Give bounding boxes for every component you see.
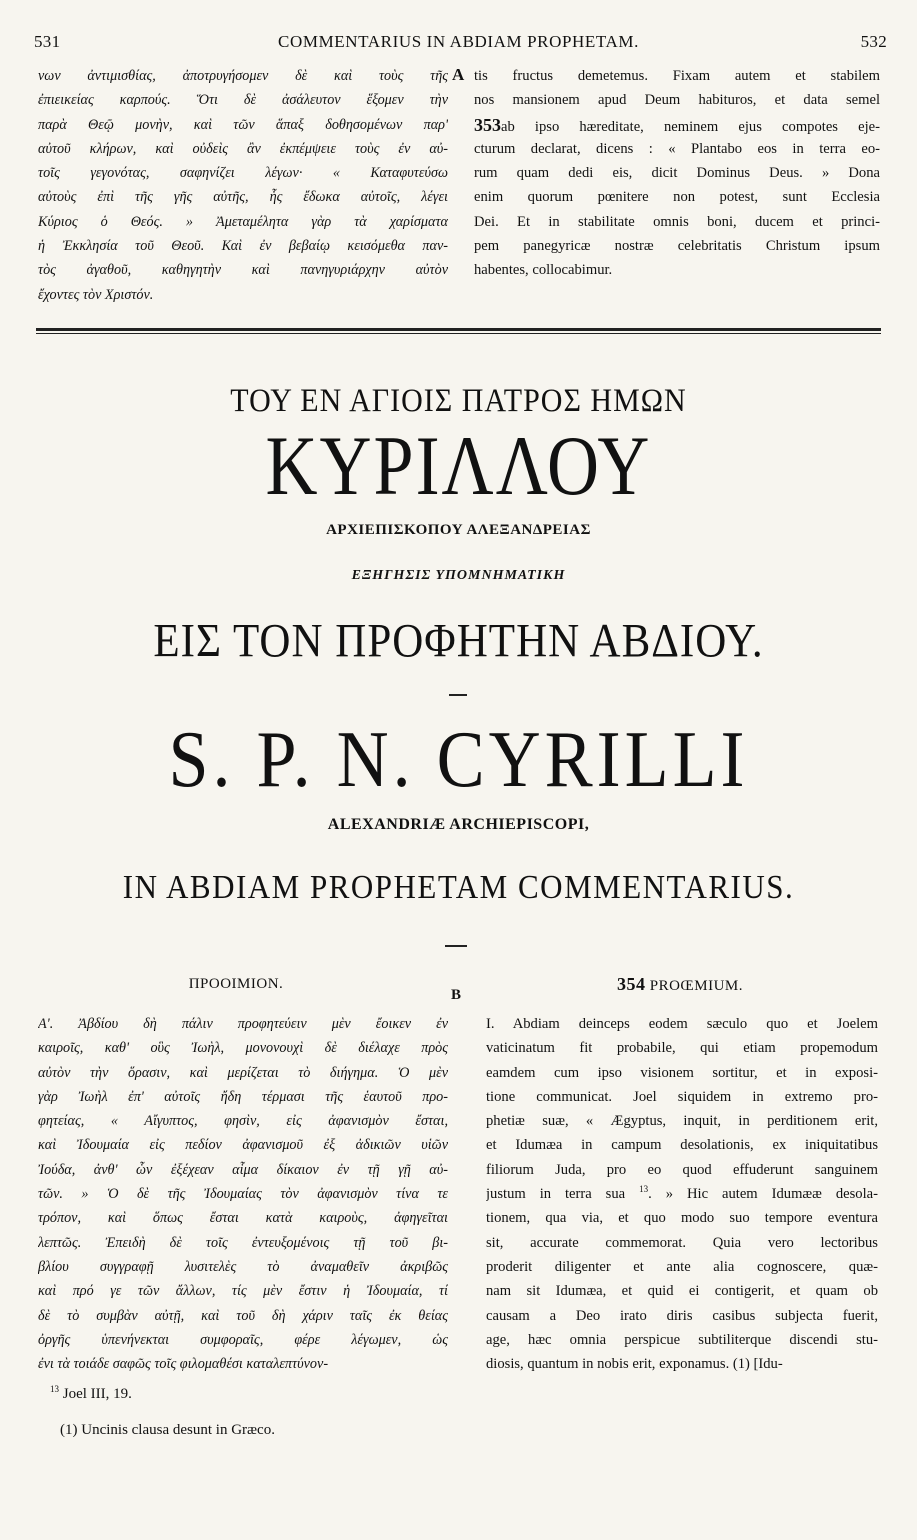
- footnote-13-text: Joel III, 19.: [62, 1386, 132, 1402]
- greek-body-line: φητείας, « Αἴγυπτος, φησὶν, εἰς ἀφανισμὸν ἔσται,: [38, 1113, 448, 1130]
- latin-body-text: . » Hic autem Idumææ desola-: [648, 1186, 878, 1203]
- top-greek-line: ἡ Ἐκκλησία τοῦ Θεοῦ. Καὶ ἐν βεβαίῳ κεισόμεθα παν-: [38, 238, 448, 255]
- latin-body-line: et Idumæa in campum desolationis, ex iniquitatibus: [486, 1137, 878, 1154]
- section-number-353: 353: [474, 114, 501, 135]
- top-greek-line: παρὰ Θεῷ μονὴν, καὶ τῶν ἅπαξ δοθησομένων παρ': [38, 116, 448, 133]
- latin-body-line: tione communicat. Joel siquidem in extremo pro-: [486, 1088, 878, 1105]
- top-greek-column: [38, 64, 448, 307]
- top-latin-line: Dei. Et in stabilitate omnis boni, ducem et princi-: [474, 213, 880, 230]
- greek-body-line: Ἰούδα, ἀνθ' ὧν ἐξέχεαν αἷμα δίκαιον ἐν τῇ γῇ αὐ-: [38, 1161, 448, 1178]
- greek-heading: ΠΡΟΟΙΜΙΟΝ.: [188, 976, 284, 992]
- latin-body-line: tionem, qua via, et quo modo suo tempore eventura: [486, 1210, 878, 1227]
- greek-body-line: καιροῖς, καθ' οὓς Ἰωὴλ, μονονουχὶ δὲ διέλαχε πρὸς: [38, 1040, 448, 1057]
- footnote-13: [50, 1386, 132, 1403]
- title-line-5: ΕΙΣ ΤΟΝ ΠΡΟΦΗΤΗΝ ΑΒΔΙΟΥ.: [153, 615, 764, 668]
- running-title: COMMENTARIUS IN ABDIAM PROPHETAM.: [278, 32, 639, 51]
- greek-body-line: λεπτῶς. Ἐπειδὴ δὲ τοῖς ἐντευξομένοις τῇ τοῦ βι-: [38, 1234, 448, 1251]
- greek-body-line: γὰρ Ἰωὴλ ἐπ' αὐτοῖς ἤδη τέρμασι τῆς ἑαυτοῦ προ-: [38, 1088, 448, 1105]
- footnote-1: (1) Uncinis clausa desunt in Græco.: [60, 1422, 275, 1438]
- top-latin-line: tis fructus demetemus. Fixam autem et stabilem: [474, 68, 880, 84]
- page-number-left: 531: [34, 32, 61, 51]
- title-line-8: IN ABDIAM PROPHETAM COMMENTARIUS.: [122, 867, 795, 906]
- greek-body-line: αὐτὸν τὴν ὅρασιν, καὶ μερίζεται τὸ διήγημα. Ὁ μὲν: [38, 1064, 448, 1081]
- greek-body-column: [38, 1012, 448, 1376]
- footnote-ref-13: 13: [639, 1184, 649, 1195]
- title-rule-thin: [36, 333, 881, 334]
- top-latin-column: [474, 64, 880, 283]
- greek-body-line: δὲ τὸ συμβὰν αὐτῇ, καὶ τοῦ δὴ χάριν ταῖς ἐκ θείας: [38, 1307, 448, 1324]
- title-line-3: ΑΡΧΙΕΠΙΣΚΟΠΟΥ ΑΛΕΞΑΝΔΡΕΙΑΣ: [326, 522, 591, 538]
- page-number-right: 532: [860, 32, 887, 51]
- top-latin-line: pem panegyricæ nostræ celebritatis Christum ipsum: [474, 238, 880, 255]
- latin-body-line: proderit diligenter et ante alia cognoscere, quæ-: [486, 1258, 878, 1275]
- latin-body-line: diosis, quantum in nobis erit, exponamus. (1) [Idu-: [486, 1356, 783, 1373]
- title-line-1: ΤΟΥ ΕΝ ΑΓΙΟΙΣ ΠΑΤΡΟΣ ΗΜΩΝ: [230, 382, 687, 419]
- top-greek-line: ἐπιεικείας καρπούς. Ὅτι δὲ ἀσάλευτον ἕξομεν τὴν: [38, 92, 448, 109]
- top-latin-line: enim quorum pœnitere non potest, sunt Ecclesia: [474, 189, 880, 206]
- latin-body-line: phetiæ suæ, « Ægyptus, inquit, in perditionem erit,: [486, 1113, 878, 1130]
- latin-body-line: I. Abdiam deinceps eodem sæculo quo et Joelem: [486, 1016, 878, 1032]
- greek-body-line: καὶ Ἰδουμαία εἰς πεδίον ἀφανισμοῦ ἐξ ἀδικιῶν υἱῶν: [38, 1137, 448, 1154]
- title-line-2: ΚΥΡΙΛΛΟΥ: [265, 418, 652, 514]
- latin-body-line: eamdem cum ipso visionem sortitur, et in exposi-: [486, 1064, 878, 1081]
- top-latin-line: [474, 113, 880, 137]
- greek-body-line: καὶ πρό γε τῶν ἄλλων, τίς μὲν ἔστιν ἡ Ἰδουμαία, τί: [38, 1283, 448, 1300]
- title-line-4: ΕΞΗΓΗΣΙΣ ΥΠΟΜΝΗΜΑΤΙΚΗ: [351, 568, 566, 583]
- greek-body-line: τῶν. » Ὁ δὲ τῆς Ἰδουμαίας τὸν ἀφανισμὸν τίνα τε: [38, 1186, 448, 1203]
- top-greek-line: νων ἀντιμισθίας, ἀποτρυγήσομεν δὲ καὶ τοὺς τῆς: [38, 68, 448, 84]
- top-latin-line: nos mansionem apud Deum habituros, et data semel: [474, 92, 880, 109]
- top-greek-line: αὐτοὺς ἐπὶ τῆς γῆς αὐτῆς, ἧς ἔδωκα αὐτοῖς, λέγει: [38, 189, 448, 206]
- greek-body-line: Α'. Ἀβδίου δὴ πάλιν προφητεύειν μὲν ἔοικεν ἐν: [38, 1016, 448, 1032]
- top-greek-line: αὐτοῦ κλήρων, καὶ οὐδεὶς ἂν ἐκπέμψειε τοὺς ἐν αὐ-: [38, 140, 448, 157]
- margin-letter-b: B: [451, 987, 462, 1003]
- latin-body-line: nam sit Idumæa, et quid ei contigerit, et quam ob: [486, 1283, 878, 1300]
- top-latin-text: ab ipso hæreditate, neminem ejus compotes eje-: [501, 118, 880, 135]
- latin-body-line: age, hæc omnia perspicue subtiliterque discendi stu-: [486, 1331, 878, 1348]
- latin-body-column: [486, 1012, 878, 1376]
- top-latin-line: habentes, collocabimur.: [474, 262, 613, 279]
- running-head: [30, 32, 887, 56]
- top-latin-line: cturum declarat, dicens : « Plantabo eos in terra eo-: [474, 140, 880, 157]
- greek-body-line: βλίου συγγραφῇ λυσιτελὲς τὸ ἀναμαθεῖν ἀκριβῶς: [38, 1258, 448, 1275]
- latin-body-line: sit, accurate commemorat. Quia vero lectoribus: [486, 1234, 878, 1251]
- title-rule: [36, 328, 881, 331]
- top-greek-line: τοῖς γεγονότας, σαφηνίζει λέγων· « Καταφυτεύσω: [38, 165, 448, 182]
- greek-body-line: ἐνι τὰ τοιάδε σαφῶς τοῖς φιλομαθέσι καταλεπτύνον-: [38, 1356, 329, 1373]
- latin-body-text: justum in terra sua: [486, 1186, 640, 1203]
- greek-body-line: ὀργῆς ὑπενήνεκται συμφοραῖς, φέρε λέγωμεν, ὡς: [38, 1331, 448, 1348]
- title-line-7: ALEXANDRIÆ ARCHIEPISCOPI,: [327, 816, 590, 833]
- top-greek-line: ἔχοντες τὸν Χριστόν.: [38, 286, 154, 303]
- top-greek-line: Κύριος ὁ Θεός. » Ἀμεταμέλητα γὰρ τὰ χαρίσματα: [38, 213, 448, 230]
- title-dash-2: [445, 945, 467, 947]
- latin-body-line: filiorum Juda, pro eo quod effuderunt sanguinem: [486, 1161, 878, 1178]
- latin-body-line: [486, 1182, 878, 1206]
- footnote-13-number: 13: [50, 1384, 59, 1394]
- title-line-6: S. P. N. CYRILLI: [168, 714, 749, 804]
- title-dash-1: [449, 694, 467, 696]
- latin-body-line: causam a Deo irato diris casibus subjecta fuerit,: [486, 1307, 878, 1324]
- section-number-354: 354: [616, 974, 646, 994]
- latin-heading: [480, 974, 880, 995]
- latin-heading-text: PROŒMIUM.: [649, 978, 744, 994]
- top-greek-line: τὸς ἀγαθοῦ, καθηγητὴν καὶ πανηγυριάρχην αὐτὸν: [38, 262, 448, 279]
- greek-body-line: τρόπον, καὶ ὅπως ἔσται κατὰ καιροὺς, ἀφηγεῖται: [38, 1210, 448, 1227]
- latin-body-line: vaticinatum fit probabile, qui etiam propemodum: [486, 1040, 878, 1057]
- margin-letter-a: A: [452, 65, 465, 84]
- top-latin-line: rum quam dedi eis, dicit Dominus Deus. » Dona: [474, 165, 880, 182]
